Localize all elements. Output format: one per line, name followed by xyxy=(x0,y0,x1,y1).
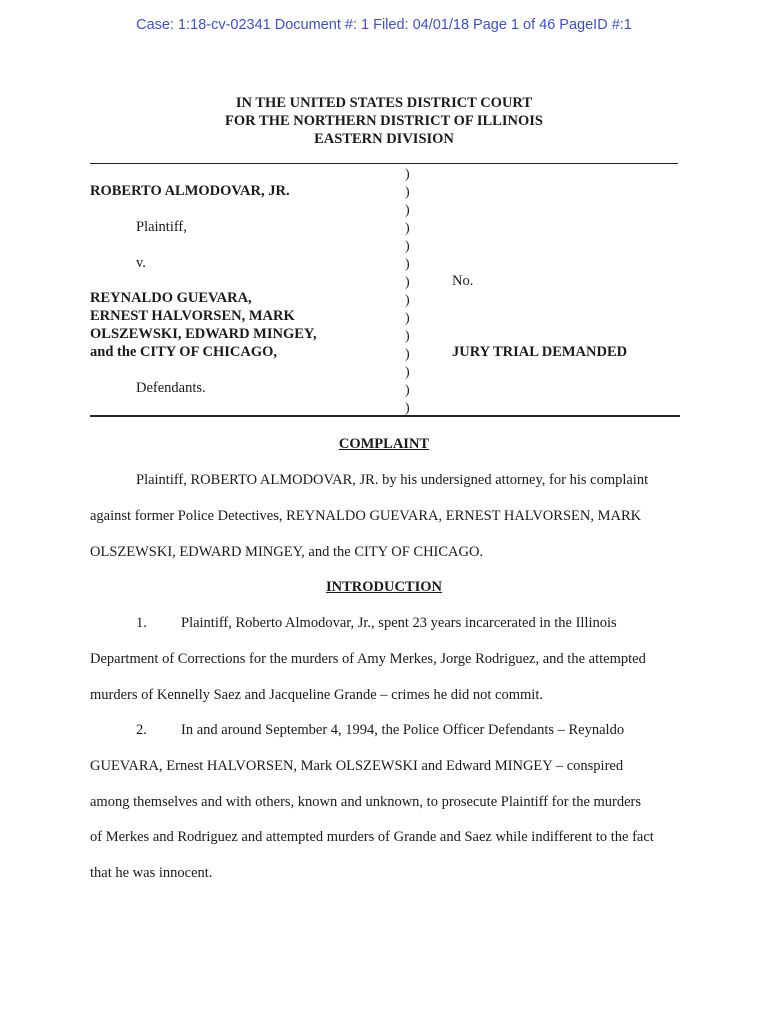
jury-demand: JURY TRIAL DEMANDED xyxy=(452,344,628,360)
defendants-role: Defendants. xyxy=(136,380,206,396)
paren: ) xyxy=(405,293,410,308)
caption-bottom-rule xyxy=(90,415,680,417)
complaint-line: against former Police Detectives, REYNALDO GUEVARA, ERNEST HALVORSEN, MARK xyxy=(90,508,642,524)
filing-stamp: Case: 1:18-cv-02341 Document #: 1 Filed: 04/01/18 Page 1 of 46 PageID #:1 xyxy=(136,17,632,33)
paren: ) xyxy=(405,311,410,326)
paragraph-number: 1. xyxy=(136,615,147,631)
paren: ) xyxy=(405,239,410,254)
paren: ) xyxy=(405,203,410,218)
complaint-heading: COMPLAINT xyxy=(338,436,430,452)
paren: ) xyxy=(405,221,410,236)
caption-parentheses xyxy=(405,166,417,418)
paragraph-number: 2. xyxy=(136,722,147,738)
caption-top-rule xyxy=(90,163,678,164)
defendant-line: REYNALDO GUEVARA, xyxy=(90,290,252,306)
paragraph-line: murders of Kennelly Saez and Jacqueline Grande – crimes he did not commit. xyxy=(90,687,543,703)
case-number-label: No. xyxy=(452,273,474,289)
paragraph-line: Plaintiff, Roberto Almodovar, Jr., spent 23 years incarcerated in the Illinois xyxy=(181,615,617,631)
court-line-1: IN THE UNITED STATES DISTRICT COURT xyxy=(235,95,533,111)
court-line-3: EASTERN DIVISION xyxy=(314,131,454,147)
court-line-2: FOR THE NORTHERN DISTRICT OF ILLINOIS xyxy=(225,113,543,129)
paragraph-line: among themselves and with others, known and unknown, to prosecute Plaintiff for the murders xyxy=(90,794,642,810)
paren: ) xyxy=(405,329,410,344)
paragraph-line: GUEVARA, Ernest HALVORSEN, Mark OLSZEWSKI and Edward MINGEY – conspired xyxy=(90,758,624,774)
paragraph-line: that he was innocent. xyxy=(90,865,213,881)
paren: ) xyxy=(405,167,410,182)
defendant-line: ERNEST HALVORSEN, MARK xyxy=(90,308,295,324)
paragraph-line: Department of Corrections for the murders of Amy Merkes, Jorge Rodriguez, and the attempted xyxy=(90,651,646,667)
paragraph-line: of Merkes and Rodriguez and attempted murders of Grande and Saez while indifferent to the fact xyxy=(90,829,654,845)
complaint-line: Plaintiff, ROBERTO ALMODOVAR, JR. by his undersigned attorney, for his complaint xyxy=(136,472,649,488)
complaint-line: OLSZEWSKI, EDWARD MINGEY, and the CITY OF CHICAGO. xyxy=(90,544,484,560)
plaintiff-role: Plaintiff, xyxy=(136,219,187,235)
paren: ) xyxy=(405,383,410,398)
paren: ) xyxy=(405,275,410,290)
court-caption-title xyxy=(0,94,768,148)
paren: ) xyxy=(405,185,410,200)
paren: ) xyxy=(405,365,410,380)
plaintiff-name: ROBERTO ALMODOVAR, JR. xyxy=(90,183,290,199)
defendant-line: OLSZEWSKI, EDWARD MINGEY, xyxy=(90,326,317,342)
introduction-heading: INTRODUCTION xyxy=(325,579,442,595)
paren: ) xyxy=(405,257,410,272)
paren: ) xyxy=(405,401,410,416)
versus-label: v. xyxy=(136,255,146,271)
defendant-line: and the CITY OF CHICAGO, xyxy=(90,344,278,360)
paragraph-line: In and around September 4, 1994, the Police Officer Defendants – Reynaldo xyxy=(181,722,625,738)
paren: ) xyxy=(405,347,410,362)
